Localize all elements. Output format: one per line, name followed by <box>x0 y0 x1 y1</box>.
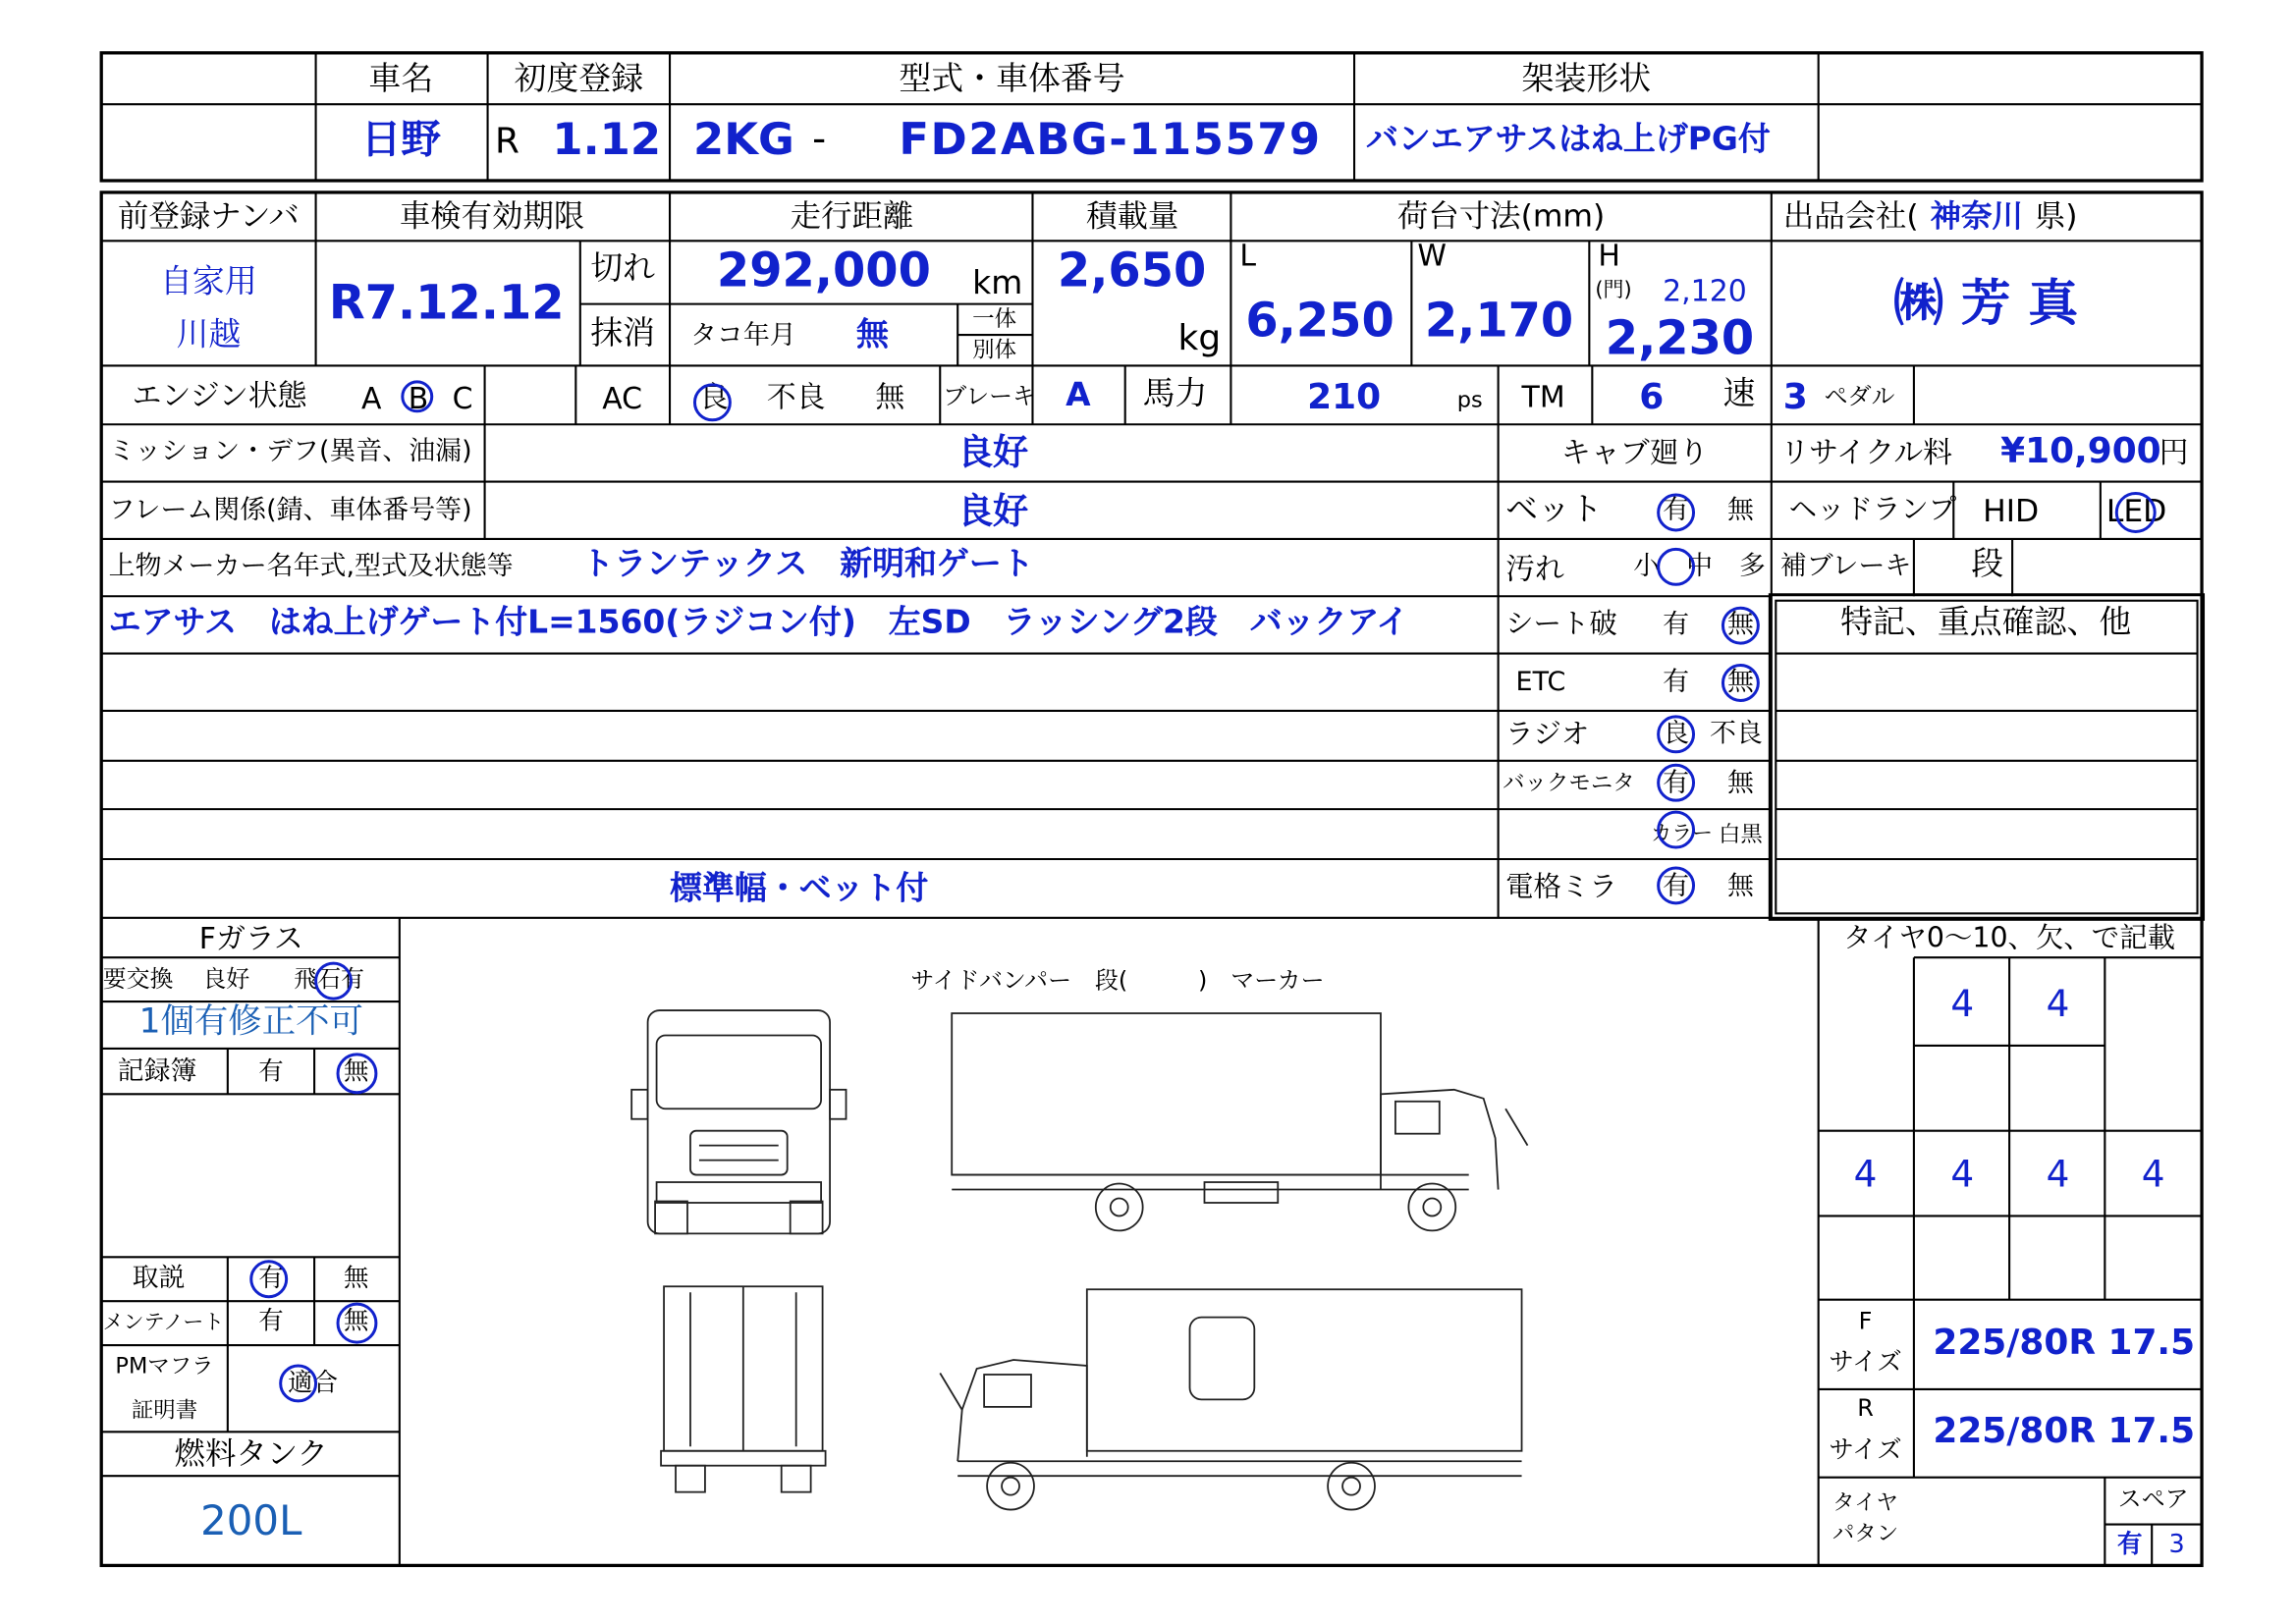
manual-label: 取説 <box>132 1263 186 1294</box>
dirt-medium-mark <box>1657 548 1695 586</box>
ac-label: AC <box>602 380 643 416</box>
seat-no: 無 <box>1726 609 1754 641</box>
era: R <box>495 120 520 162</box>
radio-good-mark <box>1657 715 1695 753</box>
tm-value: 6 <box>1639 375 1665 417</box>
glass-title: Fガラス <box>198 920 303 956</box>
tire-r-size-label: サイズ <box>1829 1435 1902 1466</box>
first-reg: 1.12 <box>552 114 662 167</box>
km-unit: km <box>972 265 1023 303</box>
plate-area: 川越 <box>176 317 242 354</box>
ac-good: 良 <box>698 378 729 414</box>
aux-brake-label: 補ブレーキ <box>1779 550 1912 582</box>
special-title: 特記、重点確認、他 <box>1840 605 2132 642</box>
recycle-value: ¥10,900 <box>2000 430 2161 472</box>
ittai-label: 一体 <box>972 305 1017 333</box>
chassis-no: FD2ABG-115579 <box>899 114 1322 167</box>
dirt-medium: 中 <box>1686 550 1713 582</box>
H-label: H <box>1598 238 1620 274</box>
dirt-label: 汚れ <box>1505 550 1564 586</box>
speed-label: 速 <box>1722 375 1756 413</box>
H-gate-label: (門) <box>1595 279 1632 303</box>
color-label: カラー <box>1651 822 1713 846</box>
brake-label: ブレーキ <box>943 381 1037 410</box>
body-type: バンエアサスはね上げPG付 <box>1366 122 1771 159</box>
pedal-label: ペダル <box>1824 381 1895 410</box>
tire-rear-1: 4 <box>1853 1153 1878 1196</box>
ps-unit: ps <box>1456 386 1483 413</box>
record-yes: 有 <box>258 1056 284 1087</box>
usage: 自家用 <box>160 264 257 301</box>
bumper-label: サイドバンパー 段( ) マーカー <box>910 966 1325 995</box>
tire-rear-3: 4 <box>2046 1153 2070 1196</box>
ac-bad: 不良 <box>766 378 826 414</box>
tire-front-right: 4 <box>2046 982 2070 1025</box>
mirror-no: 無 <box>1726 870 1754 902</box>
bed-dims-label: 荷台寸法(mm) <box>1396 197 1606 234</box>
cab-bed-label: ベット <box>1505 492 1603 529</box>
engine-grade-a: A <box>360 380 382 416</box>
spare-count: 3 <box>2168 1530 2185 1560</box>
maint-yes: 有 <box>258 1307 284 1337</box>
spare-label: スペア <box>2117 1485 2189 1513</box>
tire-f-size-label: サイズ <box>1829 1348 1902 1378</box>
radio-good: 良 <box>1663 718 1690 749</box>
spare-has: 有 <box>2117 1530 2143 1560</box>
mission-label: ミッション・デフ(異音、油漏) <box>108 436 472 467</box>
tire-rear-4: 4 <box>2141 1153 2165 1196</box>
dirt-small: 小 <box>1633 550 1661 582</box>
fuel-label: 燃料タンク <box>174 1435 328 1472</box>
cab-bed-no: 無 <box>1726 495 1754 526</box>
fuel-value: 200L <box>200 1496 302 1545</box>
pm-value-mark <box>279 1365 317 1403</box>
engine-grade-b: B <box>408 380 429 416</box>
tire-f-label: F <box>1858 1307 1873 1335</box>
ac-none: 無 <box>875 378 905 414</box>
truck-diagrams <box>631 1010 1527 1510</box>
truck-front-view <box>631 1010 846 1233</box>
tire-title: タイヤ0〜10、欠、で記載 <box>1843 922 2176 955</box>
model-dash: - <box>812 117 827 162</box>
hid-option: HID <box>1983 493 2040 529</box>
prev-plate-label: 前登録ナンバ <box>118 197 300 234</box>
dirt-large: 多 <box>1738 550 1766 582</box>
glass-chip: 飛石有 <box>294 964 365 994</box>
col-body: 架装形状 <box>1521 61 1652 99</box>
maint-no-mark <box>337 1303 378 1344</box>
glass-good: 良好 <box>202 964 250 994</box>
hp-label: 馬力 <box>1142 375 1208 413</box>
mission-value: 良好 <box>957 431 1028 473</box>
mirror-yes-mark <box>1657 866 1695 904</box>
tm-label: TM <box>1521 378 1565 414</box>
cab-title: キャブ廻り <box>1560 434 1709 470</box>
etc-no-mark <box>1722 664 1760 702</box>
tire-front-left: 4 <box>1950 982 1975 1025</box>
load-label: 積載量 <box>1086 197 1179 234</box>
maker: 日野 <box>360 117 441 164</box>
etc-no: 無 <box>1726 667 1754 698</box>
mirror-label: 電格ミラ <box>1505 870 1617 903</box>
truck-side-view-left <box>940 1289 1521 1509</box>
betsutai-label: 別体 <box>972 336 1017 363</box>
bed-height: 2,230 <box>1605 309 1755 366</box>
headlamp-label: ヘッドランプ <box>1788 493 1957 526</box>
radio-bad: 不良 <box>1709 718 1763 749</box>
engine-grade-b-mark <box>401 380 433 416</box>
bw-label: 白黒 <box>1718 821 1763 848</box>
tire-r-label: R <box>1857 1393 1874 1422</box>
cab-bed-yes-mark <box>1657 494 1695 532</box>
col-maker: 車名 <box>368 61 434 99</box>
col-first-reg: 初度登録 <box>514 61 644 99</box>
record-no-mark <box>337 1053 378 1094</box>
seat-yes: 有 <box>1663 609 1690 641</box>
notes-line-1: エアサス はね上げゲート付L=1560(ラジコン付) 左SD ラッシング2段 バックアイ <box>108 605 1409 642</box>
backmon-label: バックモニタ <box>1503 769 1635 796</box>
maint-label: メンテノート <box>102 1311 225 1335</box>
glass-replace: 要交換 <box>102 964 174 994</box>
record-label: 記録簿 <box>117 1055 197 1087</box>
pedal-value: 3 <box>1782 375 1808 417</box>
aux-brake-dan: 段 <box>1971 546 2004 583</box>
tacho-value: 無 <box>855 317 889 354</box>
truck-side-view-right <box>952 1013 1527 1230</box>
tacho-label: タコ年月 <box>689 320 796 352</box>
model-code: 2KG <box>692 114 794 167</box>
recycle-label: リサイクル料 <box>1779 434 1953 470</box>
color-mark <box>1657 811 1695 849</box>
notes-line-last: 標準幅・ベット付 <box>670 870 929 908</box>
record-no: 無 <box>343 1056 369 1087</box>
upper-label: 上物メーカー名年式,型式及状態等 <box>108 550 514 582</box>
frame-label: フレーム関係(錆、車体番号等) <box>108 495 472 526</box>
seat-label: シート破 <box>1505 608 1617 641</box>
inspection-date: R7.12.12 <box>328 274 565 331</box>
pm-label-1: PMマフラ <box>115 1352 214 1380</box>
seller-label: 出品会社( 神奈川 県) <box>1782 197 2078 234</box>
kg-unit: kg <box>1177 317 1222 358</box>
backmon-yes-mark <box>1657 764 1695 802</box>
upper-value: トランテックス 新明和ゲート <box>581 546 1034 583</box>
recycle-yen: 円 <box>2159 434 2189 470</box>
frame-value: 良好 <box>957 490 1028 532</box>
engine-label: エンジン状態 <box>132 377 307 413</box>
tire-f-size: 225/80R 17.5 <box>1933 1322 2196 1364</box>
massho-label: 抹消 <box>590 315 656 352</box>
etc-label: ETC <box>1515 667 1566 698</box>
cab-bed-yes: 有 <box>1663 495 1690 526</box>
backmon-no: 無 <box>1726 768 1754 799</box>
col-model: 型式・車体番号 <box>899 61 1125 99</box>
etc-yes: 有 <box>1663 667 1690 698</box>
ac-good-mark <box>693 378 732 421</box>
truck-rear-view <box>661 1286 826 1491</box>
pm-label-2: 証明書 <box>131 1396 198 1424</box>
hp-value: 210 <box>1307 375 1382 417</box>
inspection-label: 車検有効期限 <box>399 197 585 234</box>
mileage: 292,000 <box>716 242 931 298</box>
maint-no: 無 <box>343 1307 369 1337</box>
seat-no-mark <box>1722 607 1760 645</box>
seller-name: ㈱ 芳 真 <box>1893 274 2079 334</box>
tire-pattern-label-1: タイヤ <box>1832 1488 1898 1516</box>
radio-label: ラジオ <box>1505 718 1590 751</box>
bed-length: 6,250 <box>1245 292 1394 349</box>
W-label: W <box>1417 238 1447 274</box>
led-mark <box>2115 492 2157 533</box>
led-option: LED <box>2105 493 2167 529</box>
manual-no: 無 <box>343 1264 369 1294</box>
tire-rear-2: 4 <box>1950 1153 1975 1196</box>
tire-pattern-label-2: パタン <box>1831 1520 1899 1546</box>
backmon-yes: 有 <box>1663 768 1690 799</box>
load-value: 2,650 <box>1057 242 1207 298</box>
glass-note: 1個有修正不可 <box>138 1002 363 1042</box>
bed-width: 2,170 <box>1424 292 1574 349</box>
L-label: L <box>1239 238 1257 274</box>
pm-value: 適合 <box>288 1368 339 1398</box>
engine-grade-c: C <box>452 380 473 416</box>
H-gate-value: 2,120 <box>1663 273 1747 309</box>
manual-yes: 有 <box>258 1264 284 1294</box>
kire-label: 切れ <box>590 250 656 289</box>
brake-value: A <box>1066 377 1091 414</box>
glass-chip-mark <box>314 962 353 1001</box>
tire-r-size: 225/80R 17.5 <box>1933 1409 2196 1451</box>
mirror-yes: 有 <box>1663 870 1690 902</box>
manual-yes-mark <box>249 1260 288 1298</box>
mileage-label: 走行距離 <box>790 197 914 234</box>
